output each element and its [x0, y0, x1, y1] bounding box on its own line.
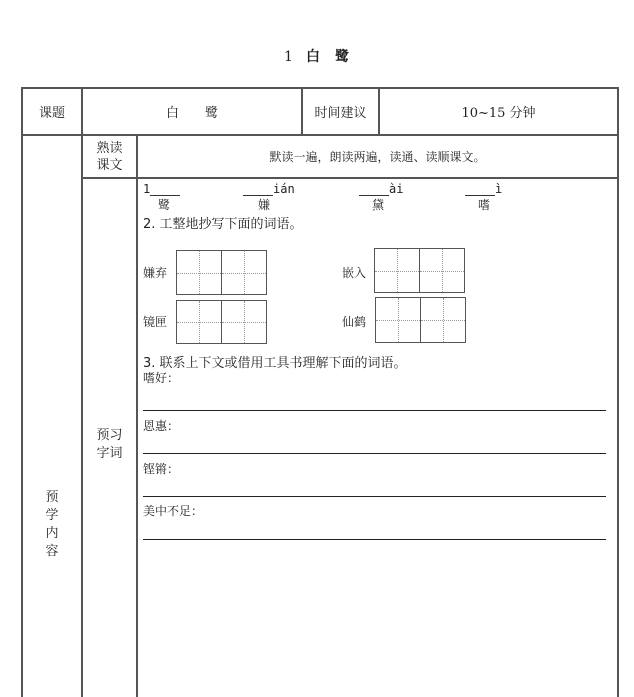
answer-line-4[interactable] [143, 539, 606, 540]
topic-label [23, 89, 81, 134]
table-right-border [617, 87, 619, 697]
document-title [0, 46, 634, 66]
copy-word-4: 仙鹤 [342, 315, 367, 329]
grid-cell[interactable] [375, 249, 420, 292]
time-value [380, 89, 617, 134]
pinyin-item-4 [465, 182, 502, 196]
section-label-char-4: 容 [45, 544, 59, 559]
title-char-1: 白 [305, 49, 321, 65]
writing-grid-2[interactable] [374, 248, 465, 293]
section-label-char-3: 内 [45, 526, 59, 541]
hanzi-4: 嗜 [478, 198, 491, 212]
time-label [303, 89, 378, 134]
define-word-4: 美中不足： [143, 504, 204, 518]
pinyin-blank-4[interactable] [465, 184, 495, 196]
section-label-char-2: 学 [45, 508, 59, 523]
grid-cell[interactable] [421, 298, 465, 342]
reading-label-line2: 课文 [96, 157, 123, 173]
pinyin-blank-1[interactable] [150, 184, 180, 196]
topic-char-2: 鹭 [205, 106, 219, 121]
grid-cell[interactable] [177, 251, 222, 294]
reading-label-line1: 熟读 [96, 140, 123, 156]
hanzi-2: 嫌 [258, 198, 271, 212]
grid-cell[interactable] [222, 301, 266, 343]
hanzi-3: 黛 [372, 198, 385, 212]
time-label-text: 时间建议 [314, 106, 367, 121]
define-word-1: 嗜好： [143, 371, 180, 385]
copy-word-1: 嫌弃 [143, 266, 168, 280]
answer-line-1[interactable] [143, 410, 606, 411]
define-word-2: 恩惠： [143, 419, 180, 433]
pinyin-item-2 [243, 182, 295, 196]
vocab-label-line1: 预习 [96, 428, 123, 443]
vocab-label [83, 425, 136, 465]
reading-content-text: 默读一遍，朗读两遍，读通、读顺课文。 [269, 150, 486, 164]
copy-word-3: 镜匣 [143, 315, 168, 329]
grid-cell[interactable] [222, 251, 266, 294]
col-divider-2 [136, 134, 138, 697]
grid-cell[interactable] [420, 249, 464, 292]
time-value-text: 10~15 分钟 [461, 106, 536, 121]
answer-line-2[interactable] [143, 453, 606, 454]
pinyin-suffix-4: ì [495, 182, 503, 196]
task2-instruction: 2. 工整地抄写下面的词语。 [143, 217, 303, 232]
writing-grid-4[interactable] [375, 297, 466, 343]
col-divider-1 [81, 87, 83, 697]
define-word-3: 铿锵： [143, 462, 180, 476]
section-label-char-1: 预 [45, 490, 59, 505]
topic-char-1: 白 [165, 106, 179, 121]
section-label [43, 489, 61, 561]
pinyin-item-3 [359, 182, 403, 196]
pinyin-blank-2[interactable] [243, 184, 273, 196]
table-left-border [21, 87, 23, 697]
pinyin-suffix-2: ián [273, 182, 295, 196]
grid-cell[interactable] [376, 298, 421, 342]
reading-content [138, 136, 617, 177]
grid-cell[interactable] [177, 301, 222, 343]
writing-grid-3[interactable] [176, 300, 267, 344]
lesson-number: 1 [284, 49, 294, 65]
reading-label [83, 136, 136, 177]
pinyin-blank-3[interactable] [359, 184, 389, 196]
pinyin-suffix-3: ài [389, 182, 404, 196]
topic-label-text: 课题 [38, 106, 65, 121]
vocab-label-line2: 字词 [96, 446, 123, 461]
title-char-2: 鹭 [334, 49, 350, 65]
topic-value [83, 89, 301, 134]
pinyin-item-1 [143, 182, 180, 196]
task3-instruction: 3. 联系上下文或借用工具书理解下面的词语。 [143, 356, 407, 371]
hanzi-1: 鹭 [158, 198, 171, 212]
task1-number: 1 [143, 182, 151, 196]
copy-word-2: 嵌入 [342, 266, 367, 280]
row-divider-reading [81, 177, 619, 179]
answer-line-3[interactable] [143, 496, 606, 497]
writing-grid-1[interactable] [176, 250, 267, 295]
